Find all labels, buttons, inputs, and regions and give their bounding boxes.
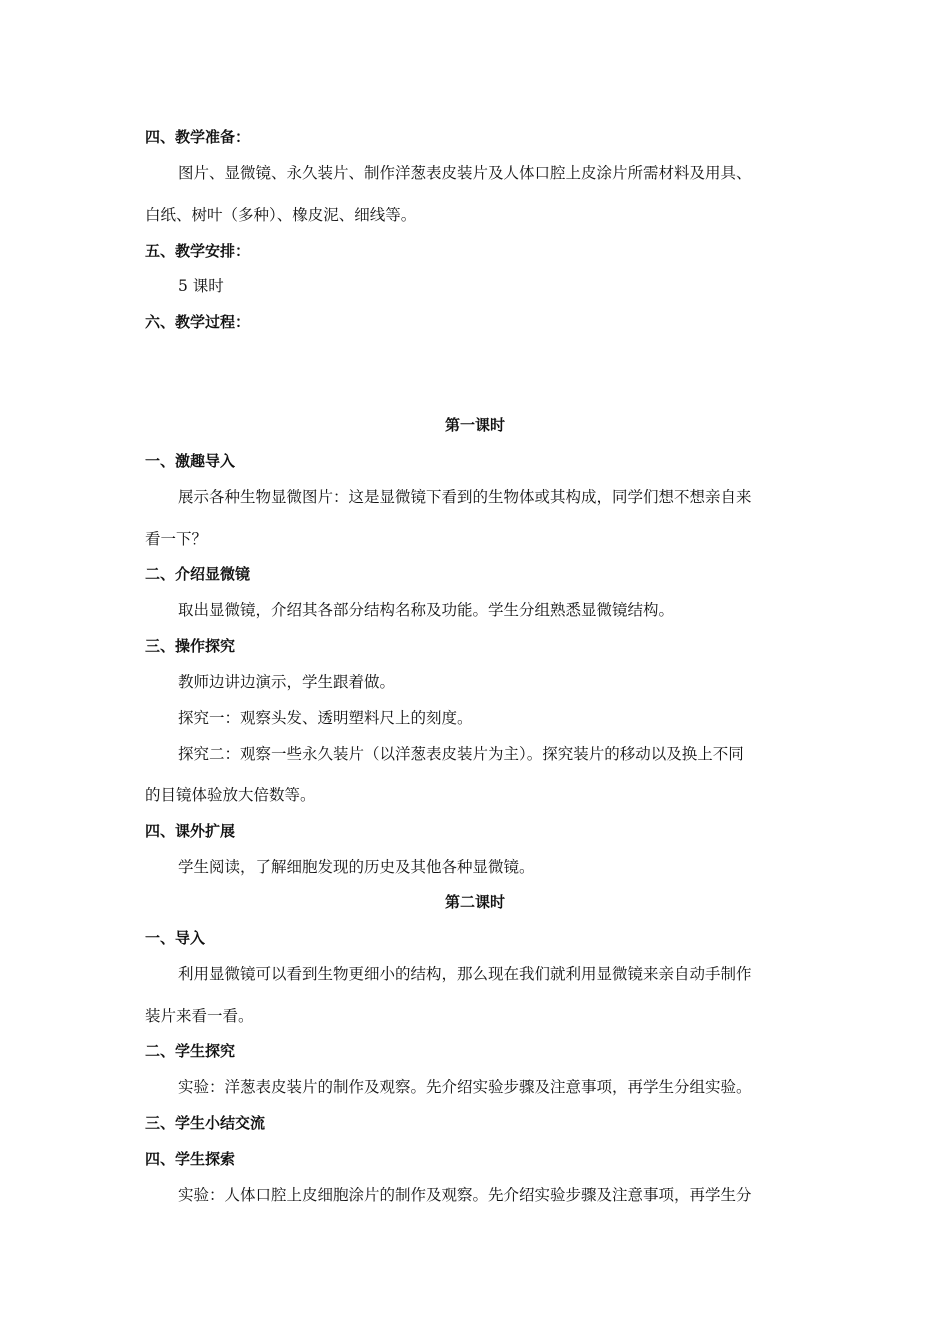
paragraph-line: 教师边讲边演示，学生跟着做。 [178,673,396,691]
section-heading-schedule: 五、教学安排： [145,242,251,260]
lesson-title: 第二课时 [444,893,505,911]
paragraph-line: 取出显微镜，介绍其各部分结构名称及功能。学生分组熟悉显微镜结构。 [178,601,675,619]
subheading: 一、导入 [145,929,206,947]
paragraph-line: 实验：人体口腔上皮细胞涂片的制作及观察。先介绍实验步骤及注意事项，再学生分 [178,1186,752,1204]
subheading: 一、激趣导入 [145,452,236,470]
subheading: 三、操作探究 [145,637,236,655]
paragraph-line: 利用显微镜可以看到生物更细小的结构，那么现在我们就利用显微镜来亲自动手制作 [178,965,752,983]
paragraph-line: 白纸、树叶（多种）、橡皮泥、细线等。 [145,206,417,224]
paragraph-line: 实验：洋葱表皮装片的制作及观察。先介绍实验步骤及注意事项，再学生分组实验。 [178,1078,752,1096]
subheading: 四、课外扩展 [145,822,236,840]
subheading: 三、学生小结交流 [145,1114,266,1132]
section-heading-process: 六、教学过程： [145,313,251,331]
paragraph-line: 看一下？ [145,530,208,548]
paragraph-line: 学生阅读，了解细胞发现的历史及其他各种显微镜。 [178,858,535,876]
paragraph-line: 5 课时 [178,277,224,295]
lesson-title: 第一课时 [444,416,505,434]
paragraph-line: 探究一：观察头发、透明塑料尺上的刻度。 [178,709,473,727]
paragraph-line: 探究二：观察一些永久装片（以洋葱表皮装片为主）。探究装片的移动以及换上不同 [178,745,744,763]
paragraph-line: 装片来看一看。 [145,1007,254,1025]
paragraph-line: 展示各种生物显微图片：这是显微镜下看到的生物体或其构成，同学们想不想亲自来 [178,488,752,506]
section-heading-preparation: 四、教学准备： [145,128,251,146]
subheading: 二、介绍显微镜 [145,565,251,583]
subheading: 二、学生探究 [145,1042,236,1060]
subheading: 四、学生探索 [145,1150,236,1168]
paragraph-line: 图片、显微镜、永久装片、制作洋葱表皮装片及人体口腔上皮涂片所需材料及用具、 [178,164,752,182]
paragraph-line: 的目镜体验放大倍数等。 [145,786,316,804]
